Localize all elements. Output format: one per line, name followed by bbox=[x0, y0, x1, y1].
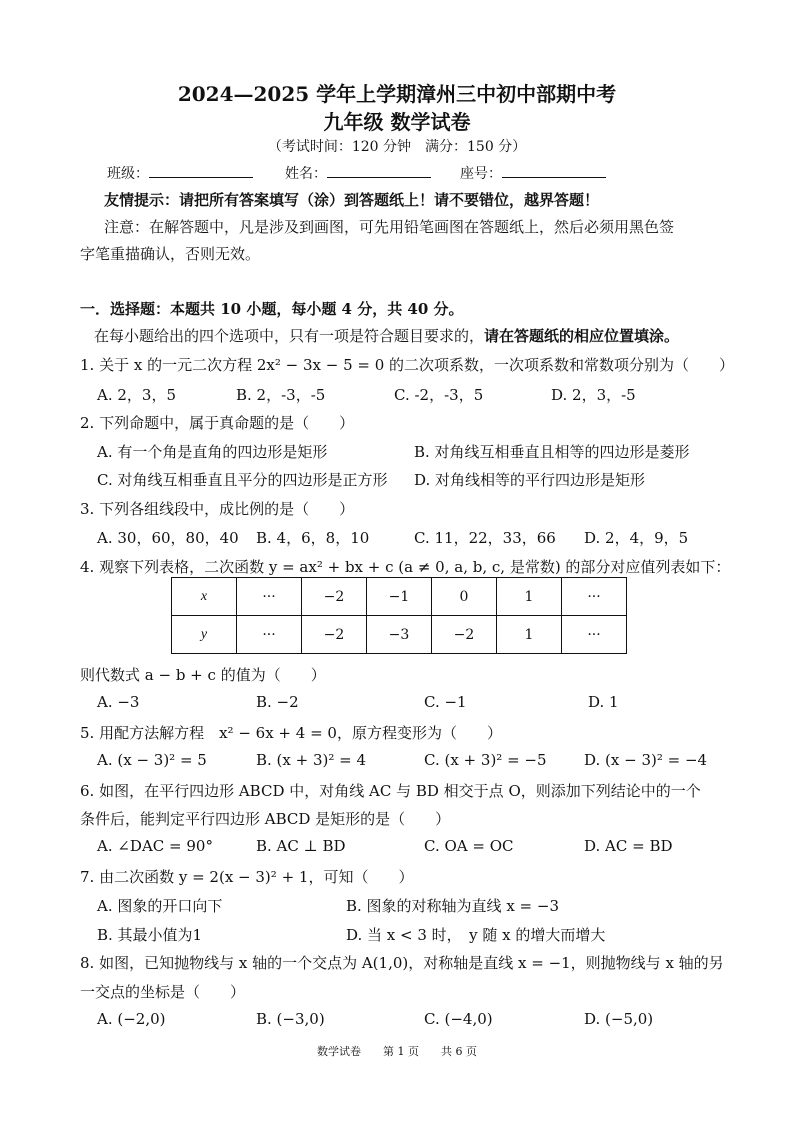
q7-option-b: B. 图象的对称轴为直线 x = −3 bbox=[346, 897, 560, 915]
table-cell: −3 bbox=[367, 616, 432, 654]
q8-option-c: C. (−4,0) bbox=[424, 1010, 493, 1028]
q4-option-a: A. −3 bbox=[97, 693, 140, 711]
q2-stem: 2. 下列命题中，属于真命题的是（ ） bbox=[80, 414, 355, 432]
table-row-y bbox=[172, 616, 627, 654]
table-cell: x bbox=[172, 578, 237, 616]
page-footer: 数学试卷 第 1 页 共 6 页 bbox=[317, 1045, 477, 1058]
value-table bbox=[171, 577, 627, 654]
table-cell: −2 bbox=[302, 616, 367, 654]
q6-stem-line-1: 6. 如图，在平行四边形 ABCD 中，对角线 AC 与 BD 相交于点 O，则添加下列结论中的一个 bbox=[80, 782, 701, 800]
section-heading: 一．选择题：本题共 10 小题，每小题 4 分，共 40 分。 bbox=[80, 300, 464, 318]
q5-option-a: A. (x − 3)² = 5 bbox=[97, 751, 207, 769]
table-row-x bbox=[172, 578, 627, 616]
table-cell: y bbox=[172, 616, 237, 654]
q3-option-d: D. 2，4，9，5 bbox=[584, 529, 689, 547]
q5-option-c: C. (x + 3)² = −5 bbox=[424, 751, 547, 769]
q8-option-a: A. (−2,0) bbox=[97, 1010, 166, 1028]
class-label: 班级： bbox=[107, 166, 149, 182]
q6-option-c: C. OA = OC bbox=[424, 837, 514, 855]
table-cell: 0 bbox=[432, 578, 497, 616]
q6-option-b: B. AC ⊥ BD bbox=[256, 837, 346, 855]
friendly-tip: 友情提示：请把所有答案填写（涂）到答题纸上！请不要错位，越界答题！ bbox=[104, 191, 600, 209]
q7-option-a: A. 图象的开口向下 bbox=[97, 897, 223, 915]
q4-stem: 4. 观察下列表格，二次函数 y = ax² + bx + c (a ≠ 0, a, b, c, 是常数) 的部分对应值列表如下： bbox=[80, 558, 731, 576]
q7-option-c: B. 其最小值为1 bbox=[97, 926, 203, 944]
q2-option-d: D. 对角线相等的平行四边形是矩形 bbox=[414, 471, 646, 489]
table-cell: −2 bbox=[432, 616, 497, 654]
q7-option-d: D. 当 x < 3 时， y 随 x 的增大而增大 bbox=[346, 926, 606, 944]
q4-option-d: D. 1 bbox=[588, 693, 619, 711]
q8-option-b: B. (−3,0) bbox=[256, 1010, 325, 1028]
table-cell: −2 bbox=[302, 578, 367, 616]
seat-blank bbox=[502, 163, 606, 178]
q8-option-d: D. (−5,0) bbox=[584, 1010, 654, 1028]
q2-option-a: A. 有一个角是直角的四边形是矩形 bbox=[97, 443, 328, 461]
q2-option-c: C. 对角线互相垂直且平分的四边形是正方形 bbox=[97, 471, 388, 489]
q7-stem: 7. 由二次函数 y = 2(x − 3)² + 1，可知（ ） bbox=[80, 868, 414, 886]
table-cell: ··· bbox=[237, 578, 302, 616]
table-cell: −1 bbox=[367, 578, 432, 616]
seat-field bbox=[460, 163, 606, 183]
exam-title: 2024—2025 学年上学期漳州三中初中部期中考 bbox=[177, 82, 617, 106]
q4-follow: 则代数式 a − b + c 的值为（ ） bbox=[80, 666, 326, 684]
note-line-1: 注意：在解答题中，凡是涉及到画图，可先用铅笔画图在答题纸上，然后必须用黑色签 bbox=[104, 218, 675, 236]
q2-option-b: B. 对角线互相垂直且相等的四边形是菱形 bbox=[414, 443, 690, 461]
section-intro-emphasis: 请在答题纸的相应位置填涂。 bbox=[484, 327, 680, 345]
section-intro-text: 在每小题给出的四个选项中，只有一项是符合题目要求的， bbox=[94, 327, 485, 345]
q8-stem-line-1: 8. 如图，已知抛物线与 x 轴的一个交点为 A(1,0)，对称轴是直线 x = −1，则抛物线与 x 轴的另 bbox=[80, 954, 724, 972]
q3-stem: 3. 下列各组线段中，成比例的是（ ） bbox=[80, 500, 355, 518]
table-cell: 1 bbox=[497, 616, 562, 654]
class-blank bbox=[149, 163, 253, 178]
q6-option-d: D. AC = BD bbox=[584, 837, 673, 855]
q1-option-a: A. 2，3，5 bbox=[97, 386, 176, 404]
q1-option-b: B. 2，-3，-5 bbox=[236, 386, 326, 404]
q6-stem-line-2: 条件后，能判定平行四边形 ABCD 是矩形的是（ ） bbox=[80, 810, 451, 828]
q1-stem: 1. 关于 x 的一元二次方程 2x² − 3x − 5 = 0 的二次项系数，一次项系数和常数项分别为（ ） bbox=[80, 356, 735, 374]
class-field bbox=[107, 163, 253, 183]
q3-option-c: C. 11，22，33，66 bbox=[414, 529, 556, 547]
name-field bbox=[285, 163, 431, 183]
table-cell: ··· bbox=[237, 616, 302, 654]
q1-option-d: D. 2，3，-5 bbox=[551, 386, 636, 404]
q8-stem-line-2: 一交点的坐标是（ ） bbox=[80, 983, 246, 1001]
table-cell: ··· bbox=[562, 578, 627, 616]
q3-option-a: A. 30，60，80，40 bbox=[97, 529, 239, 547]
name-label: 姓名： bbox=[285, 166, 327, 182]
q1-option-c: C. -2，-3，5 bbox=[394, 386, 484, 404]
q3-option-b: B. 4，6，8，10 bbox=[256, 529, 370, 547]
exam-subtitle: 九年级 数学试卷 bbox=[323, 110, 471, 134]
q4-option-c: C. −1 bbox=[424, 693, 467, 711]
q5-stem: 5. 用配方法解方程 x² − 6x + 4 = 0，原方程变形为（ ） bbox=[80, 724, 502, 742]
q5-option-b: B. (x + 3)² = 4 bbox=[256, 751, 367, 769]
exam-time-info: （考试时间：120 分钟 满分：150 分） bbox=[267, 139, 527, 155]
name-blank bbox=[327, 163, 431, 178]
seat-label: 座号： bbox=[460, 166, 502, 182]
table-cell: 1 bbox=[497, 578, 562, 616]
q6-option-a: A. ∠DAC = 90° bbox=[97, 837, 213, 855]
q4-option-b: B. −2 bbox=[256, 693, 299, 711]
table-cell: ··· bbox=[562, 616, 627, 654]
note-line-2: 字笔重描确认，否则无效。 bbox=[80, 245, 261, 263]
section-intro bbox=[94, 325, 679, 346]
q5-option-d: D. (x − 3)² = −4 bbox=[584, 751, 708, 769]
